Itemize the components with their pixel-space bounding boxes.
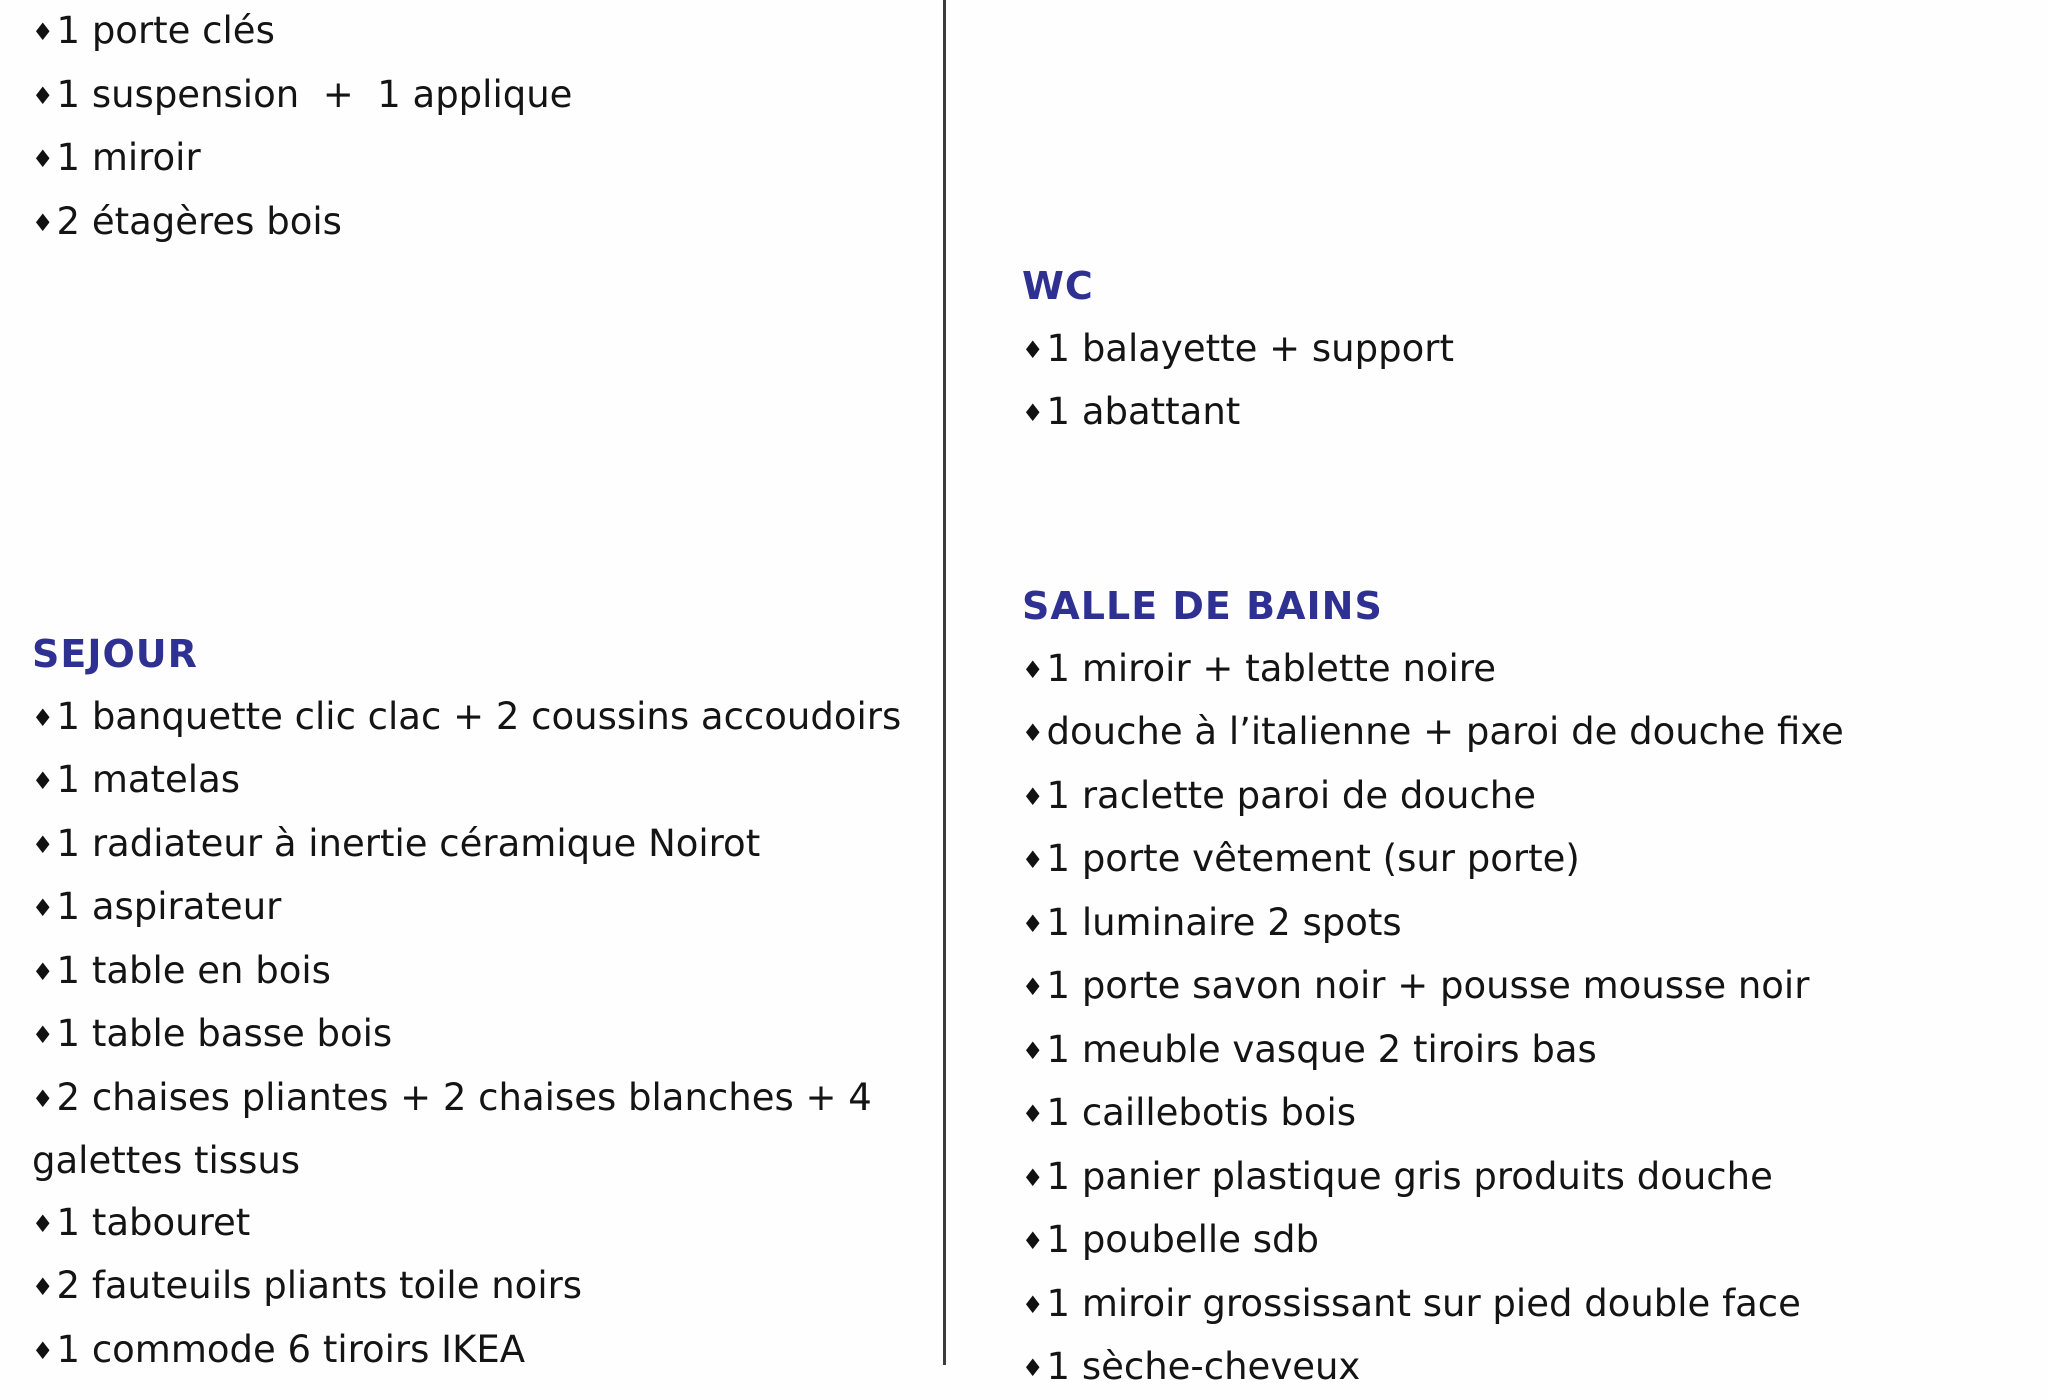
section-entree-items (32, 0, 927, 254)
list-item (32, 0, 927, 64)
item-text: 1 caillebotis bois (1046, 1091, 1357, 1134)
item-text: 1 balayette + support (1046, 326, 1454, 370)
diamond-bullet-icon: ♦ (32, 81, 54, 110)
item-text: 1 sèche-cheveux (1046, 1345, 1361, 1388)
item-text: 1 meuble vasque 2 tiroirs bas (1046, 1027, 1597, 1071)
item-text: 1 commode 6 tiroirs IKEA (56, 1327, 526, 1371)
list-item (1022, 955, 2027, 1019)
item-text: 2 étagères bois (56, 199, 342, 243)
item-text: 1 miroir grossissant sur pied double face (1046, 1281, 1801, 1325)
diamond-bullet-icon: ♦ (32, 957, 54, 986)
list-item (1022, 765, 2027, 829)
list-item (1022, 318, 2027, 382)
list-item (1022, 381, 2027, 445)
item-text: 1 porte savon noir + pousse mousse noir (1046, 964, 1810, 1007)
item-text: 1 aspirateur (56, 885, 282, 928)
section-title-salle-de-bains: SALLE DE BAINS (1022, 584, 1383, 628)
diamond-bullet-icon: ♦ (1022, 655, 1044, 684)
item-text: 1 table en bois (56, 948, 331, 992)
list-item (32, 1067, 927, 1192)
diamond-bullet-icon: ♦ (1022, 973, 1044, 1001)
item-text: 1 raclette paroi de douche (1046, 773, 1537, 817)
diamond-bullet-icon: ♦ (1022, 399, 1044, 427)
diamond-bullet-icon: ♦ (1022, 1354, 1044, 1382)
section-title-sejour: SEJOUR (32, 632, 198, 676)
item-text: 1 table basse bois (56, 1012, 393, 1055)
diamond-bullet-icon: ♦ (1022, 1227, 1044, 1255)
list-item (1022, 892, 2027, 956)
list-item (32, 1003, 927, 1067)
section-sejour (32, 624, 927, 1382)
diamond-bullet-icon: ♦ (32, 830, 54, 859)
list-item (1022, 1019, 2027, 1083)
list-item (32, 813, 927, 877)
list-item (1022, 1273, 2027, 1337)
item-text: 1 miroir (56, 136, 201, 179)
item-text: 1 abattant (1046, 390, 1241, 433)
item-text: 1 banquette clic clac + 2 coussins accoudoirs (56, 694, 902, 738)
list-item (32, 749, 927, 813)
diamond-bullet-icon: ♦ (32, 208, 54, 237)
list-item (1022, 1082, 2027, 1146)
item-text: 1 luminaire 2 spots (1046, 900, 1402, 944)
item-text: 1 porte clés (56, 9, 275, 52)
list-item (1022, 638, 2027, 702)
diamond-bullet-icon: ♦ (32, 767, 54, 795)
item-text: douche à l’italienne + paroi de douche fixe (1046, 710, 1844, 753)
section-wc (1022, 256, 2027, 445)
section-salle-de-bains (1022, 576, 2027, 1400)
list-item (1022, 701, 2027, 765)
list-item (32, 876, 927, 940)
diamond-bullet-icon: ♦ (1022, 335, 1044, 364)
section-sejour-items (32, 686, 927, 1383)
item-text: 1 matelas (56, 758, 241, 801)
diamond-bullet-icon: ♦ (32, 1336, 54, 1365)
item-text: 1 radiateur à inertie céramique Noirot (56, 821, 761, 865)
list-item (32, 1255, 927, 1319)
diamond-bullet-icon: ♦ (32, 894, 54, 922)
diamond-bullet-icon: ♦ (1022, 1163, 1044, 1192)
section-wc-items (1022, 318, 2027, 445)
item-text: 1 suspension + 1 applique (56, 72, 573, 116)
list-item (1022, 828, 2027, 892)
list-item (32, 191, 927, 255)
section-salle-de-bains-items (1022, 638, 2027, 1400)
diamond-bullet-icon: ♦ (1022, 1290, 1044, 1319)
list-item (32, 64, 927, 128)
list-item (1022, 1146, 2027, 1210)
list-item (32, 127, 927, 191)
diamond-bullet-icon: ♦ (1022, 846, 1044, 874)
item-text: 1 tabouret (56, 1200, 251, 1244)
item-text: 1 miroir + tablette noire (1046, 646, 1496, 690)
diamond-bullet-icon: ♦ (32, 18, 54, 46)
column-divider-line (943, 0, 946, 1365)
list-item (32, 686, 927, 750)
diamond-bullet-icon: ♦ (32, 1209, 54, 1238)
diamond-bullet-icon: ♦ (1022, 782, 1044, 811)
diamond-bullet-icon: ♦ (1022, 719, 1044, 747)
item-text: 1 porte vêtement (sur porte) (1046, 837, 1580, 880)
diamond-bullet-icon: ♦ (32, 1084, 54, 1113)
diamond-bullet-icon: ♦ (1022, 1036, 1044, 1065)
diamond-bullet-icon: ♦ (32, 703, 54, 732)
list-item (32, 940, 927, 1004)
list-item (32, 1319, 927, 1383)
list-item (32, 1192, 927, 1256)
diamond-bullet-icon: ♦ (1022, 1100, 1044, 1128)
section-title-wc: WC (1022, 264, 1094, 308)
diamond-bullet-icon: ♦ (32, 145, 54, 173)
item-text: 1 poubelle sdb (1046, 1218, 1319, 1261)
diamond-bullet-icon: ♦ (1022, 909, 1044, 938)
diamond-bullet-icon: ♦ (32, 1021, 54, 1049)
item-text: 2 fauteuils pliants toile noirs (56, 1264, 583, 1307)
diamond-bullet-icon: ♦ (32, 1273, 54, 1301)
item-text: 2 chaises pliantes + 2 chaises blanches + 4 galettes tissus (32, 1075, 884, 1182)
list-item (1022, 1336, 2027, 1400)
item-text: 1 panier plastique gris produits douche (1046, 1154, 1773, 1198)
list-item (1022, 1209, 2027, 1273)
